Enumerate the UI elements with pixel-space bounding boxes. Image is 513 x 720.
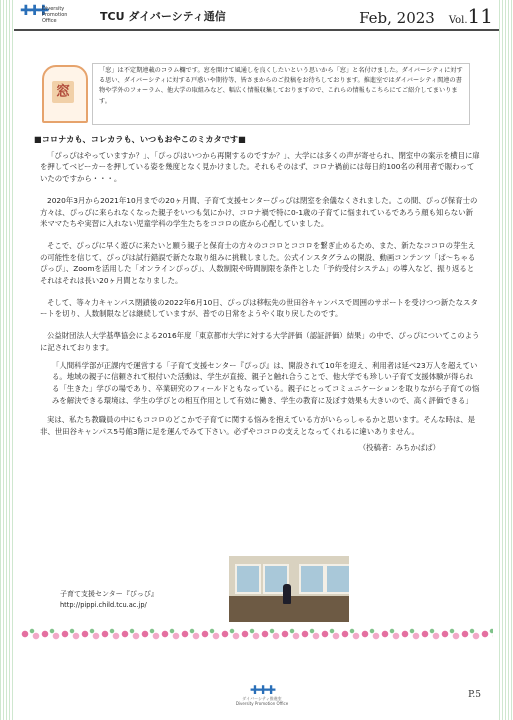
person-figure [283,584,291,604]
crosses-icon: ✚✚✚ [249,683,275,697]
window-icon [42,65,88,123]
left-border-stripes [0,0,14,720]
article-body [34,134,480,453]
author-signature: （投稿者：みちかぱぱ） [358,442,440,452]
vol-label: Vol. [448,15,468,26]
page-number: P.5 [468,690,481,700]
vol-number: 11 [467,4,493,28]
window-glyph: 窓 [52,81,74,103]
flower-border [20,627,493,641]
article-heading: ■コロナカも、コレカラも、いつもおやこのミカタです■ [34,134,246,144]
column-intro [42,63,472,131]
paragraph-2: 2020年3月から2021年10月までの20ヶ月間、子育て支援センターぴっぴは閉室を余儀なくされました。この間、ぴっぴ保育士の方々は、ぴっぴに来られなくなった親子をいつも気にかけ、コロナ禍で特に0-1歳の子育てに悩まれているであろう顔も知らない新米ママたちや実習に入れない児童学科の学生たちをココロの底から心配していました。 [40,195,478,229]
paragraph-6: 実は、私たち教職員の中にもココロのどこかで子育てに関する悩みを抱えている方がいらっしゃるかと思います。そんな時は、是非、世田谷キャンパス5号館3階に足を運んでみて下さい。必ずやココロの支えとなってくれるに違いありません。 [40,415,476,437]
paragraph-1: 「ぴっぴはやっていますか？」、「ぴっぴはいつから再開するのですか？」、大学には多くの声が寄せられ、閉室中の案示を横目に扉を押してベビーカーを押している姿を幾度となく見かけました。それもそのはず、コロナ禍前には毎日約100名の利用者で賑わっていたのですから・・・。 [40,150,480,184]
header-rule [14,29,499,31]
right-border-stripes [499,0,513,720]
center-url-link[interactable]: http://pippi.child.tcu.ac.jp/ [60,601,147,609]
newsletter-title: TCU ダイバーシティ通信 [100,10,226,23]
page-header [14,0,499,30]
paragraph-3: そこで、ぴっぴに早く遊びに来たいと願う親子と保育士の方々のココロとココロを繋ぎ止めるため、また、新たなココロの芽生えの可能性を信じて、ぴっぴは試行錯誤で新たな取り組みに挑戦しました。公式インスタグラムの開設、動画コンテンツ「ぱ～ちゃるぴっぴ」、Zoomを活用した「オンラインぴっぴ」、人数制限や時間制限を条件とした「予約受付システム」の導入など、振り返るとそれはそれは長い20ヶ月間となりました。 [40,240,476,286]
paragraph-4: そして、等々力キャンパス閉鎖後の2022年6月10日、ぴっぴは移転先の世田谷キャンパスで周囲のサポートを受けつつ新たなスタートを切り、人数制限などは継続していますが、普での日常をようやく取り戻したのです。 [40,297,478,319]
issue-date: Feb, 2023 Vol.11 [359,4,493,28]
paragraph-5: 公益財団法人大学基準協会による2016年度「東京都市大学に対する大学評価（認証評価）結果」の中で、ぴっぴについてこのように記されております。 [40,331,480,352]
crosses-icon: ✚✚✚ [20,3,47,19]
intro-text: 「窓」は不定期連載のコラム欄です。窓を開けて風通しを良くしたいという思いから「窓」と名付けました。ダイバーシティに対する思い、ダイバーシティに対する戸惑いや期待等、皆さまからのご投稿をお待ちしております。推進室ではダイバーシティ関連の書物や学外のフォーラム、他大学の取組みなど、幅広く情報収集しておりますので、これらの情報もこちらにてご紹介してまいります。 [92,63,470,125]
footer-logo: ✚✚✚ ダイバーシティ推進室 Diversity Promotion Office [232,684,292,704]
center-name: 子育て支援センター『ぴっぴ』 [60,590,158,598]
diversity-office-logo: ✚✚✚ Diversity Promotion Office [20,3,68,24]
center-photo [229,556,349,622]
evaluation-quote: 「人間科学部が正課内で運営する「子育て支援センター『ぴっぴ』は、開設されて10年を迎え、利用者は延べ23万人を超えている。地域の親子に信頼されて根付いた活動は、学生が直接、親子と触れ合うことで、他大学でも珍しい子育て支援体験が得られる「生きた」学びの場であり、卒業研究のフィールドともなっている。親子にとってコミュニケーションを取りながら子育ての悩みを解決できる環境は、学生の学びとの相互作用として有効に働き、学生の教育に及ぼす効果も大きいので、高く評価できる」 [52,360,480,405]
